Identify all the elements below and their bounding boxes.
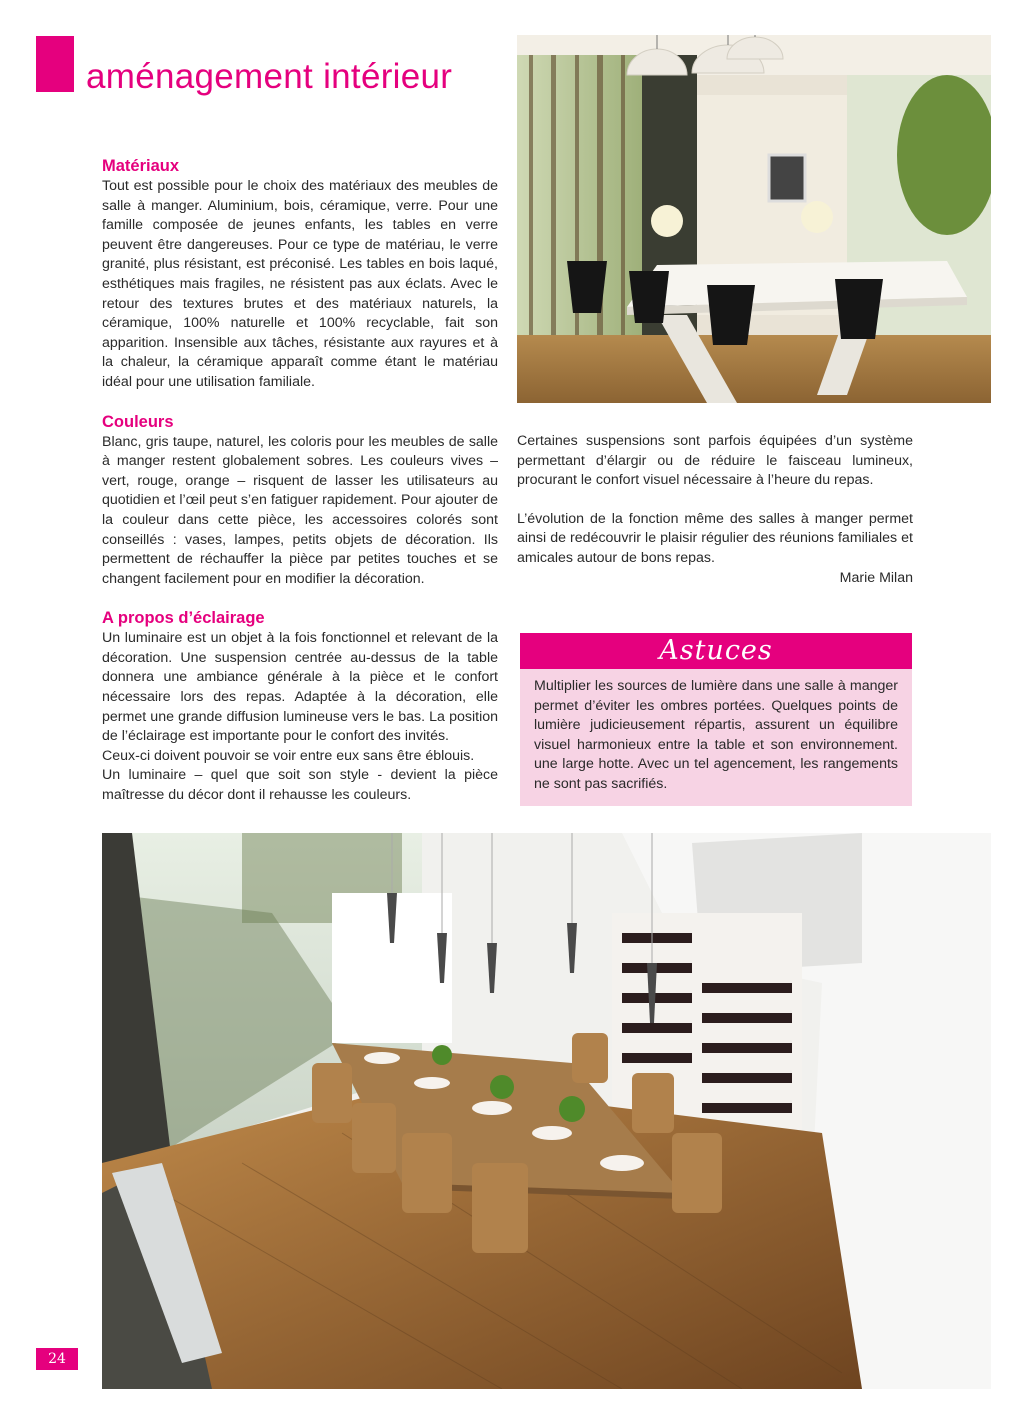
astuces-text: Multiplier les sources de lumière dans une salle à manger permet d’éviter les ombres portées. Quelques points de lumière judicieusement répartis, assurent un équilibre visuel harmonieux entre la table et son environnement. une large hotte. Avec un tel agencement, les rangements ne sont pas sacrifiés. — [534, 678, 898, 792]
heading-eclairage: A propos d’éclairage — [102, 609, 265, 628]
text-evolution: L’évolution de la fonction même des salles à manger permet ainsi de redécouvrir le plaisir régulier des réunions familiales et amicales autour de bons repas. — [517, 510, 913, 566]
author-signature: Marie Milan — [839, 569, 913, 586]
page-number: 24 — [36, 1348, 78, 1370]
text-eclairage-1: Un luminaire est un objet à la fois fonctionnel et relevant de la décoration. Une suspension centrée au-dessus de la table donnera une ambiance générale à la pièce et le confort nécessaire lors des repas. Adaptée à la décoration, elle permet une grande diffusion lumineuse vers le bas. La position de l’éclairage est importante pour le confort des invités. — [102, 630, 498, 745]
text-couleurs: Blanc, gris taupe, naturel, les coloris pour les meubles de salle à manger restent globalement sobres. Les couleurs vives – vert, rouge, orange – risquent de lasser les utilisateurs au quotidien et l’œil peut s’en fatiguer rapidement. Pour ajouter de la couleur dans cette pièce, les accessoires colorés sont conseillés : vases, lampes, petits objets de décoration. Ils permettent de réchauffer la pièce par petites touches et se changent facilement pour en modifier la décoration. — [102, 433, 498, 587]
astuces-title: Astuces — [520, 633, 912, 669]
page-title: aménagement intérieur — [86, 57, 453, 96]
astuces-box — [520, 633, 912, 806]
text-eclairage-2: Ceux-ci doivent pouvoir se voir entre eux sans être éblouis. — [102, 747, 475, 764]
heading-materiaux: Matériaux — [102, 157, 180, 175]
text-suspensions: Certaines suspensions sont parfois équipées d’un système permettant d’élargir ou de réduire le faisceau lumineux, procurant le confort visuel nécessaire à l’heure du repas. — [517, 433, 913, 489]
left-column — [102, 156, 498, 806]
right-column — [517, 432, 913, 588]
dining-room-photo-top — [517, 35, 991, 403]
text-eclairage-3: Un luminaire – quel que soit son style - devient la pièce maîtresse du décor dont il rehausse les couleurs. — [102, 767, 498, 804]
text-materiaux: Tout est possible pour le choix des matériaux des meubles de salle à manger. Aluminium, bois, céramique, verre. Pour une famille composée de jeunes enfants, les tables en verre peuvent être dangereuses. Pour ce type de matériau, le verre granité, plus résistant, est préconisé. Les tables en bois laqué, esthétiques mais fragiles, ne résistent pas aux éclats. Avec le retour des textures brutes et des matériaux naturels, la céramique, 100% naturelle et 100% recyclable, fait son apparition. Insensible aux tâches, résistante aux rayures et à la chaleur, la céramique apparaît comme étant le matériau idéal pour une utilisation familiale. — [102, 178, 498, 390]
dining-room-photo-bottom — [102, 833, 991, 1389]
title-accent-block — [36, 36, 74, 92]
heading-couleurs: Couleurs — [102, 412, 174, 431]
